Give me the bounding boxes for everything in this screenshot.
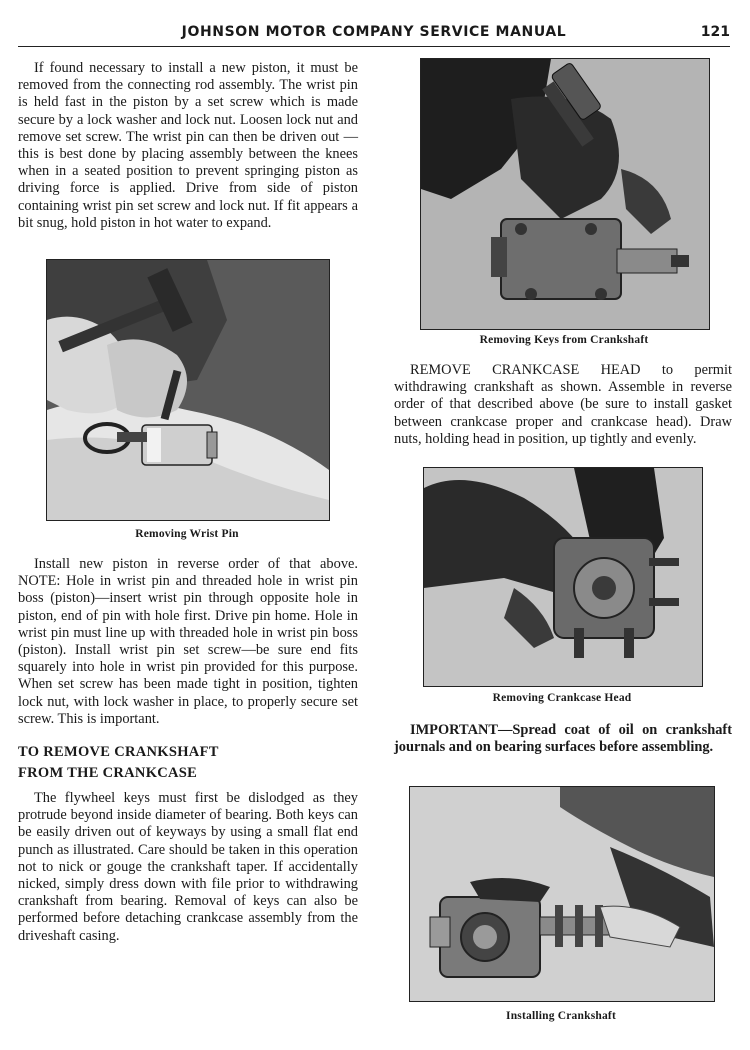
photo-removing-keys bbox=[420, 58, 710, 330]
keys-illustration bbox=[421, 59, 709, 329]
paragraph-remove-crankcase-head: REMOVE CRANKCASE HEAD to permit withdrawing crankshaft as shown. Assemble in reverse order of that described above (be sure to install gasket between crankcase proper and crankcase head). Draw nuts, holding head in position, up tightly and evenly. bbox=[394, 362, 732, 447]
crankcase-head-illustration bbox=[424, 468, 702, 686]
caption-removing-wrist-pin: Removing Wrist Pin bbox=[135, 528, 239, 540]
caption-removing-keys: Removing Keys from Crankshaft bbox=[479, 334, 649, 346]
photo-removing-crankcase-head bbox=[423, 467, 703, 687]
paragraph-piston-removal: If found necessary to install a new piston, it must be removed from the connecting rod assembly. The wrist pin is held fast in the piston by a set screw which is made secure by a lock washer and lock nut. Loosen lock nut and remove set screw. The wrist pin can then be driven out — this is best done by placing assembly between the knees when in a seated position to prevent springing piston as driving force is applied. Drive from side of piston containing wrist pin set screw and lock nut. If fit appears a bit snug, hold piston in hot water to expand. bbox=[18, 60, 358, 231]
page-number: 121 bbox=[700, 24, 730, 40]
paragraph-important-oil: IMPORTANT—Spread coat of oil on crankshaft journals and on bearing surfaces before assembling. bbox=[394, 722, 732, 756]
manual-title: JOHNSON MOTOR COMPANY SERVICE MANUAL bbox=[181, 24, 567, 40]
page-header bbox=[18, 22, 730, 47]
heading-line-2: FROM THE CRANKCASE bbox=[18, 765, 198, 781]
installing-crankshaft-illustration bbox=[410, 787, 714, 1001]
paragraph-flywheel-keys: The flywheel keys must first be dislodged as they protrude beyond inside diameter of bearing. Both keys can be easily driven out of keyways by using a small flat end punch as illustrated. Care should be taken in this operation not to nick or gouge the crankshaft taper. If accidentally nicked, simply dress down with file prior to withdrawing crankshaft from bearing. Removal of keys can also be performed before detaching crankcase assembly from the driveshaft casing. bbox=[18, 790, 358, 944]
caption-installing-crankshaft: Installing Crankshaft bbox=[506, 1010, 616, 1022]
photo-removing-wrist-pin bbox=[46, 259, 330, 521]
caption-removing-crankcase-head: Removing Crankcase Head bbox=[492, 692, 632, 704]
photo-installing-crankshaft bbox=[409, 786, 715, 1002]
paragraph-install-piston: Install new piston in reverse order of that above. NOTE: Hole in wrist pin and threaded hole in wrist pin boss (piston)—insert wrist pin through opposite hole in piston, end of pin with hole first. Drive pin home. Hole in wrist pin must line up with threaded hole in wrist pin boss (piston). Install wrist pin set screw—be sure end fits squarely into hole in wrist pin provided for this purpose. When set screw has been made tight in position, tighten lock nut, with lock washer in place, to properly secure set screw. This is important. bbox=[18, 556, 358, 727]
section-heading bbox=[18, 742, 358, 784]
wrist-pin-illustration bbox=[47, 260, 329, 520]
heading-line-1: TO REMOVE CRANKSHAFT bbox=[18, 744, 219, 760]
